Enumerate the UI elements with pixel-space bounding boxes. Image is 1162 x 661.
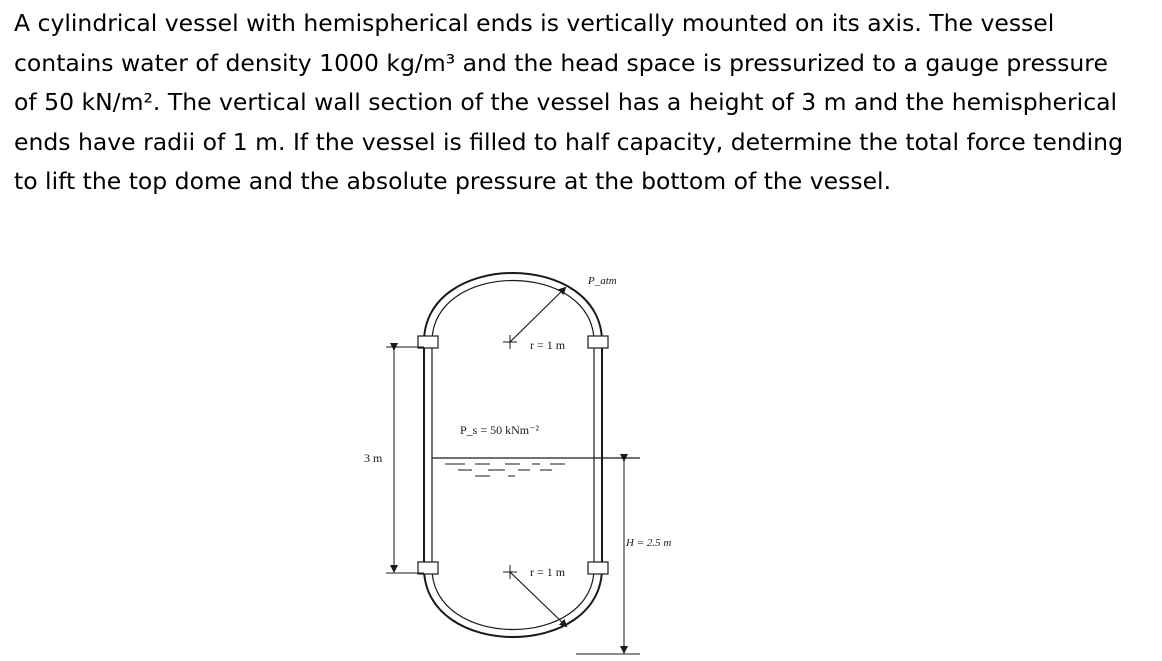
bottom-radius-label: r = 1 m [530, 565, 566, 579]
top-right-flange [588, 336, 608, 348]
water-dashes [445, 464, 565, 476]
top-dome-inner [432, 281, 594, 343]
atm-pressure-label: P_atm [588, 275, 617, 287]
bottom-dome-outer [424, 568, 602, 637]
top-radius-label: r = 1 m [530, 338, 566, 352]
top-dome-outer [424, 273, 602, 342]
water-depth-label: H = 2.5 m [626, 537, 672, 549]
bottom-dome-inner [432, 568, 594, 630]
bottom-right-flange [588, 562, 608, 574]
vessel-diagram [340, 250, 680, 661]
problem-statement: A cylindrical vessel with hemispherical ends is vertically mounted on its axis. The vessel contains water of density 1000 kg/m³ and the head space is pressurized to a gauge pressure of 50 kN/m². The vertical wall section of the vessel has a height of 3 m and the hemispherical ends have radii of 1 m. If the vessel is filled to half capacity, determine the total force tending to lift the top dome and the absolute pressure at the bottom of the vessel. [14, 9, 1123, 195]
bottom-left-flange [418, 562, 438, 574]
gauge-pressure-label: P_s = 50 kNm⁻² [460, 423, 540, 437]
vessel-diagram-svg [340, 250, 680, 661]
height-label: 3 m [364, 451, 383, 465]
top-radius-arrow [510, 288, 565, 342]
height-dimension [386, 347, 424, 573]
top-left-flange [418, 336, 438, 348]
water-depth-dimension [576, 460, 640, 654]
bottom-radius-arrow [510, 572, 566, 626]
